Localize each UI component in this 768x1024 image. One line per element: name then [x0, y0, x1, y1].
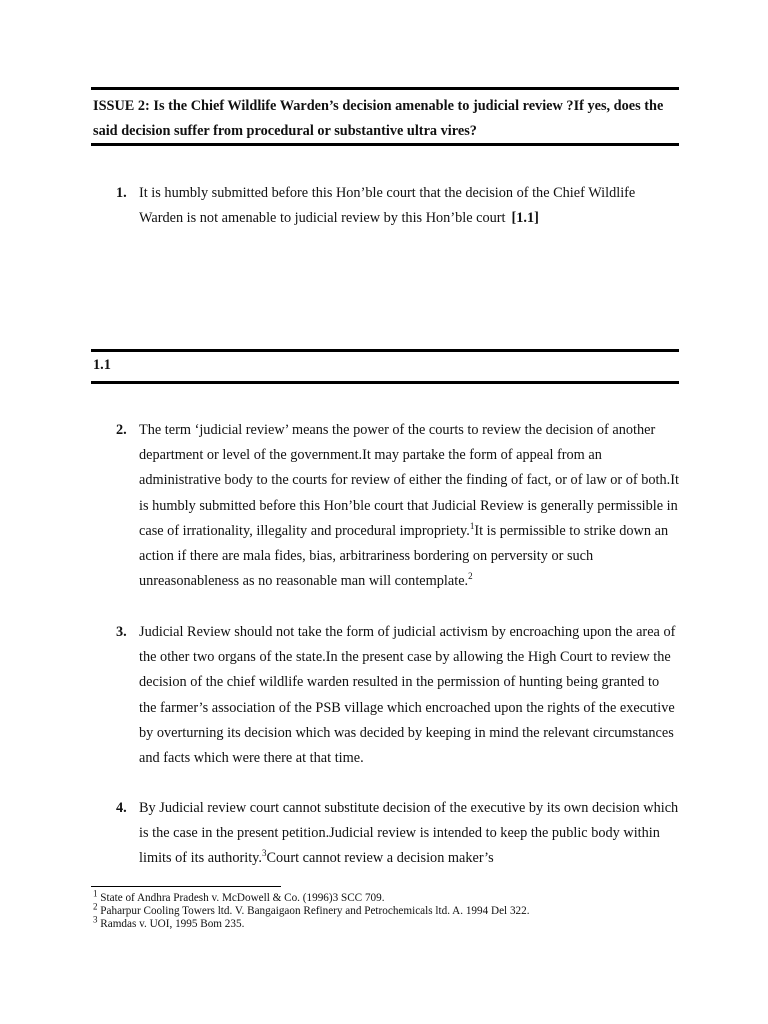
footnote-2-mark: 2 [93, 901, 98, 912]
section-top-rule [91, 349, 679, 352]
paragraph-2-number: 2. [116, 422, 127, 438]
paragraph-2 [139, 418, 679, 594]
footnote-3-text: Ramdas v. UOI, 1995 Bom 235. [100, 918, 245, 931]
paragraph-4-text-a: By Judicial review court cannot substitute decision of the executive by its own decision which is the case in the present petition.Judicial review is intended to keep the public body within limits of its authority. [139, 800, 679, 867]
footnote-3 [93, 914, 693, 931]
paragraph-2-text-a: The term ‘judicial review’ means the power of the courts to review the decision of another department or level of the government.It may partake the form of appeal from an administrative body to the courts for review of either the finding of fact, or of law or of both.It is humbly submitted before this Hon’ble court that Judicial Review is generally permissible in case of irrationality, illegality and procedural impropriety. [139, 422, 679, 539]
issue-top-rule [91, 87, 679, 90]
section-heading: 1.1 [93, 357, 111, 373]
paragraph-4-text-b: Court cannot review a decision maker’s [266, 850, 494, 867]
footnote-2 [93, 901, 693, 918]
footnote-ref-2: 2 [468, 571, 473, 582]
paragraph-4 [139, 796, 679, 872]
footnote-3-mark: 3 [93, 914, 98, 925]
issue-bottom-rule [91, 143, 679, 146]
footnote-separator [91, 886, 281, 887]
paragraph-3: Judicial Review should not take the form of judicial activism by encroaching upon the area of the other two organs of the state.In the present case by allowing the High Court to review the decision of the chief wildlife warden resulted in the permission of hunting being granted to the farmer’s association of the PSB village which encroached upon the rights of the executive by overturning its decision which was decided by keeping in mind the relevant circumstances and facts which were there at that time. [139, 624, 676, 767]
footnote-ref-1: 1 [469, 521, 475, 532]
paragraph-4-number: 4. [116, 800, 127, 816]
section-bottom-rule [91, 381, 679, 384]
paragraph-1-ref: [1.1] [511, 210, 539, 227]
issue-label: ISSUE 2: [93, 98, 150, 114]
issue-heading [93, 94, 681, 144]
paragraph-1-text: It is humbly submitted before this Hon’ble court that the decision of the Chief Wildlife Warden is not amenable to judicial review by this Hon’ble court [139, 185, 636, 227]
paragraph-2-text-b: It is permissible to strike down an action if there are mala fides, bias, arbitrariness bordering on perversity or such unreasonableness as no reasonable man will contemplate. [139, 522, 669, 590]
paragraph-3-number: 3. [116, 624, 127, 640]
footnote-1-text: State of Andhra Pradesh v. McDowell & Co. (1996)3 SCC 709. [100, 892, 385, 904]
footnotes [93, 888, 693, 932]
paragraph-1-number: 1. [116, 185, 127, 201]
paragraph-1 [139, 181, 659, 231]
footnote-1 [93, 888, 693, 905]
issue-question: Is the Chief Wildlife Warden’s decision amenable to judicial review ?If yes, does the said decision suffer from procedural or substantive ultra vires? [93, 98, 664, 139]
footnote-2-text: Paharpur Cooling Towers ltd. V. Bangaigaon Refinery and Petrochemicals ltd. A. 1994 Del 322. [100, 905, 530, 918]
footnote-ref-3: 3 [261, 848, 267, 859]
footnote-1-mark: 1 [93, 888, 98, 899]
